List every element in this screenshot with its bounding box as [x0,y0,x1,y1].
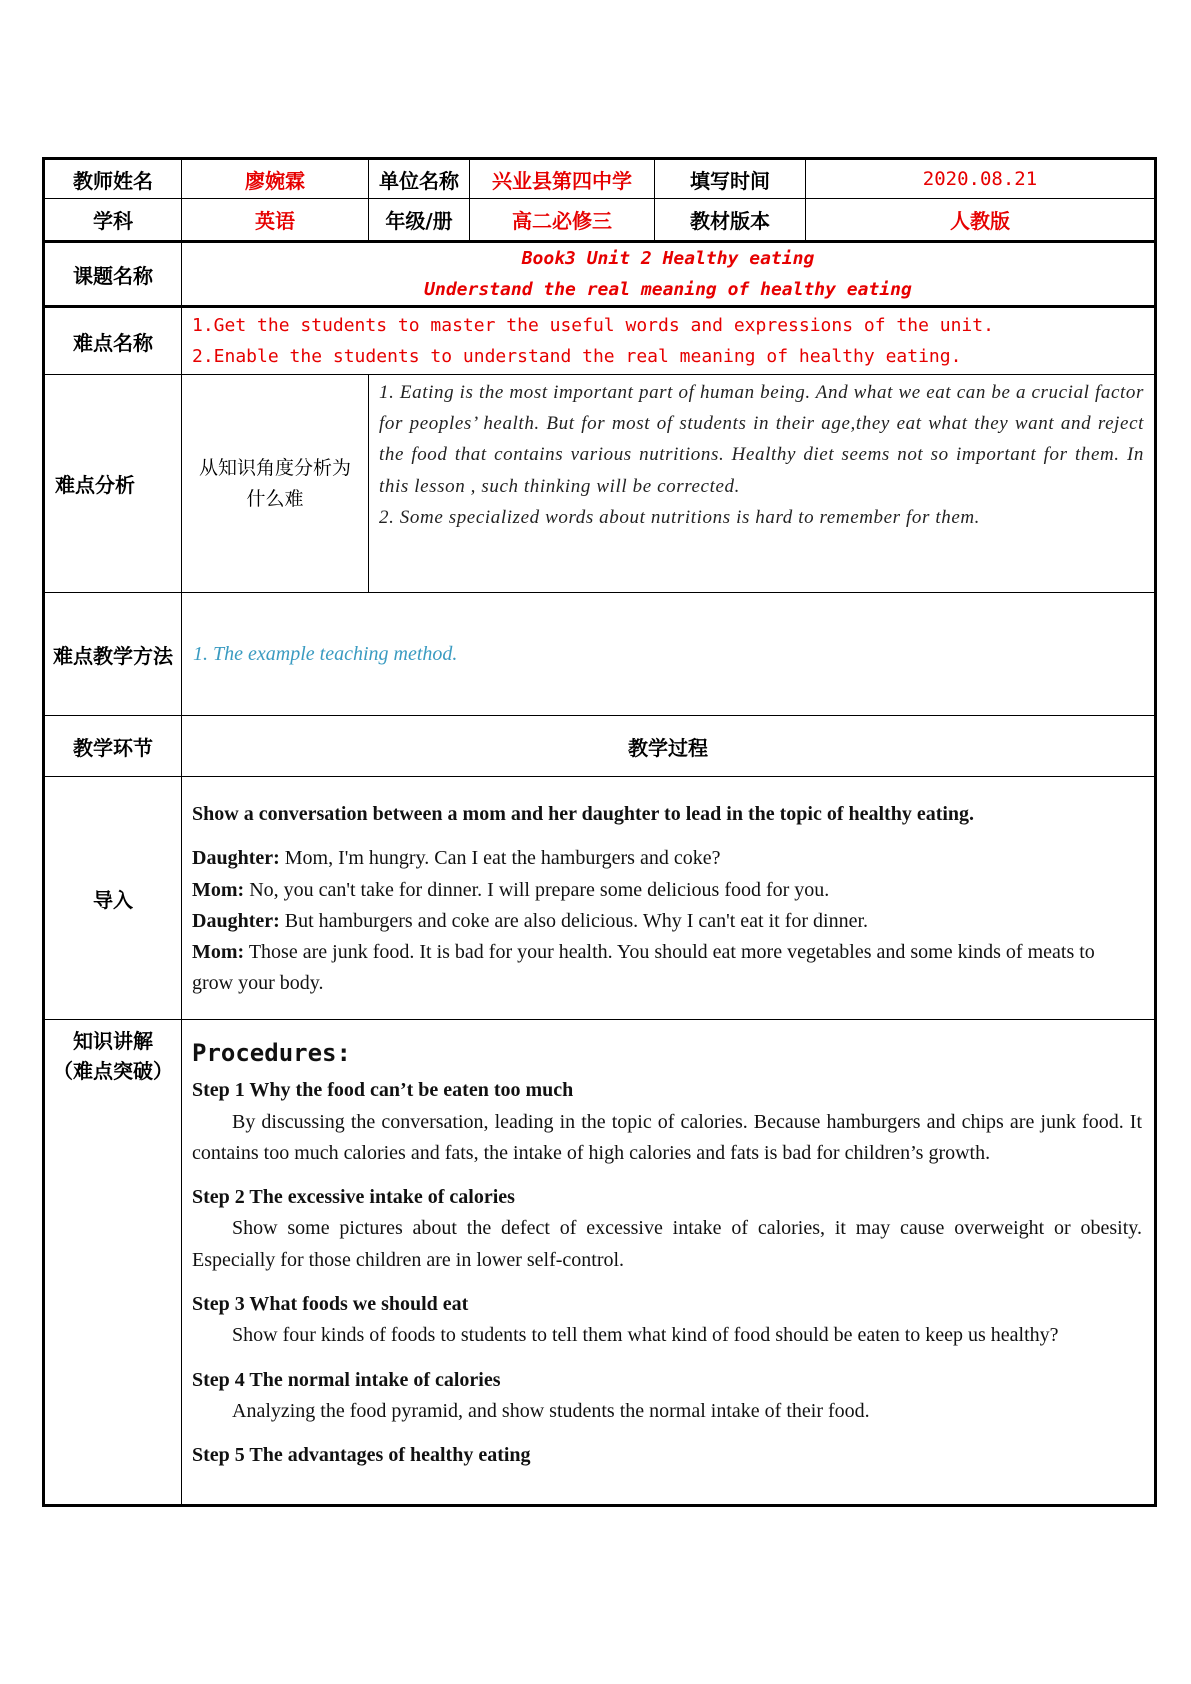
process-value: 教学过程 [182,716,1156,777]
teacher-label: 教师姓名 [44,159,182,199]
intro-cell [182,777,1156,1020]
unit-label: 单位名称 [369,159,470,199]
teacher-value: 廖婉霖 [182,159,369,199]
step-title: Step 1 Why the food can’t be eaten too much [192,1079,574,1102]
dialogue-text: Mom, I'm hungry. Can I eat the hamburgers and coke? [279,847,721,870]
knowledge-label-line-2: （难点突破） [53,1059,173,1083]
unit-value: 兴业县第四中学 [470,159,655,199]
dialogue-text: No, you can't take for dinner. I will prepare some delicious food for you. [244,878,830,901]
knowledge-cell [182,1020,1156,1506]
difficulty-label: 难点名称 [44,307,182,375]
speaker-name: Daughter: [192,847,280,870]
difficulty-cell [182,307,1156,375]
difficulty-line-2: 2.Enable the students to understand the real meaning of healthy eating. [192,346,962,367]
analysis-label: 难点分析 [44,375,182,593]
step-text: Analyzing the food pyramid, and show students the normal intake of their food. [232,1399,870,1422]
speaker-name: Mom: [192,878,245,901]
date-label: 填写时间 [655,159,806,199]
method-label: 难点教学方法 [44,593,182,716]
dialogue-line [192,937,1140,1000]
procedures-title: Procedures: [192,1039,351,1067]
speaker-name: Daughter: [192,909,280,932]
method-text: 1. The example teaching method. [182,593,1156,716]
edition-label: 教材版本 [655,199,806,242]
analysis-point-1: 1. Eating is the most important part of human being. And what we eat can be a crucial factor for peoples’ health. But for most of students in their age,they eat what they want and reject the food that contains various nutritions. Healthy diet seems not so important for them. In this lesson , such thinking will be corrected. [379,382,1144,497]
topic-line-2: Understand the real meaning of healthy eating [424,279,912,300]
knowledge-label-line-1: 知识讲解 [73,1029,153,1053]
topic-label: 课题名称 [44,242,182,307]
lesson-plan-table [42,157,1157,1507]
analysis-text [369,375,1156,593]
date-value: 2020.08.21 [806,159,1156,199]
grade-value: 高二必修三 [470,199,655,242]
analysis-point-2: 2. Some specialized words about nutritions is hard to remember for them. [379,506,981,528]
topic-cell [182,242,1156,307]
step-text: By discussing the conversation, leading in the topic of calories. Because hamburgers and chips are junk food. It contains too much calories and fats, the intake of high calories and fats is bad for children’s growth. [192,1110,1142,1164]
dialogue-line [192,875,1140,906]
subject-label: 学科 [44,199,182,242]
knowledge-label [44,1020,182,1506]
step-title: Step 5 The advantages of healthy eating [192,1444,531,1467]
dialogue-line [192,906,1140,937]
process-label: 教学环节 [44,716,182,777]
intro-lead: Show a conversation between a mom and her daughter to lead in the topic of healthy eating. [192,803,975,825]
step-text: Show some pictures about the defect of excessive intake of calories, it may cause overweight or obesity. Especially for those children are in lower self-control. [192,1217,1142,1271]
intro-label: 导入 [44,777,182,1020]
edition-value: 人教版 [806,199,1156,242]
subject-value: 英语 [182,199,369,242]
dialogue-text: Those are junk food. It is bad for your health. You should eat more vegetables and some kinds of meats to grow your body. [192,941,1095,995]
step-title: Step 2 The excessive intake of calories [192,1186,515,1209]
topic-line-1: Book3 Unit 2 Healthy eating [521,248,815,269]
dialogue-line [192,843,1140,874]
grade-label: 年级/册 [369,199,470,242]
analysis-sub-label: 从知识角度分析为什么难 [182,375,369,593]
step-title: Step 4 The normal intake of calories [192,1368,501,1391]
dialogue-text: But hamburgers and coke are also delicious. Why I can't eat it for dinner. [279,909,869,932]
step-title: Step 3 What foods we should eat [192,1293,469,1316]
step-text: Show four kinds of foods to students to tell them what kind of food should be eaten to keep us healthy? [232,1324,1059,1347]
speaker-name: Mom: [192,941,245,964]
difficulty-line-1: 1.Get the students to master the useful words and expressions of the unit. [192,315,994,336]
